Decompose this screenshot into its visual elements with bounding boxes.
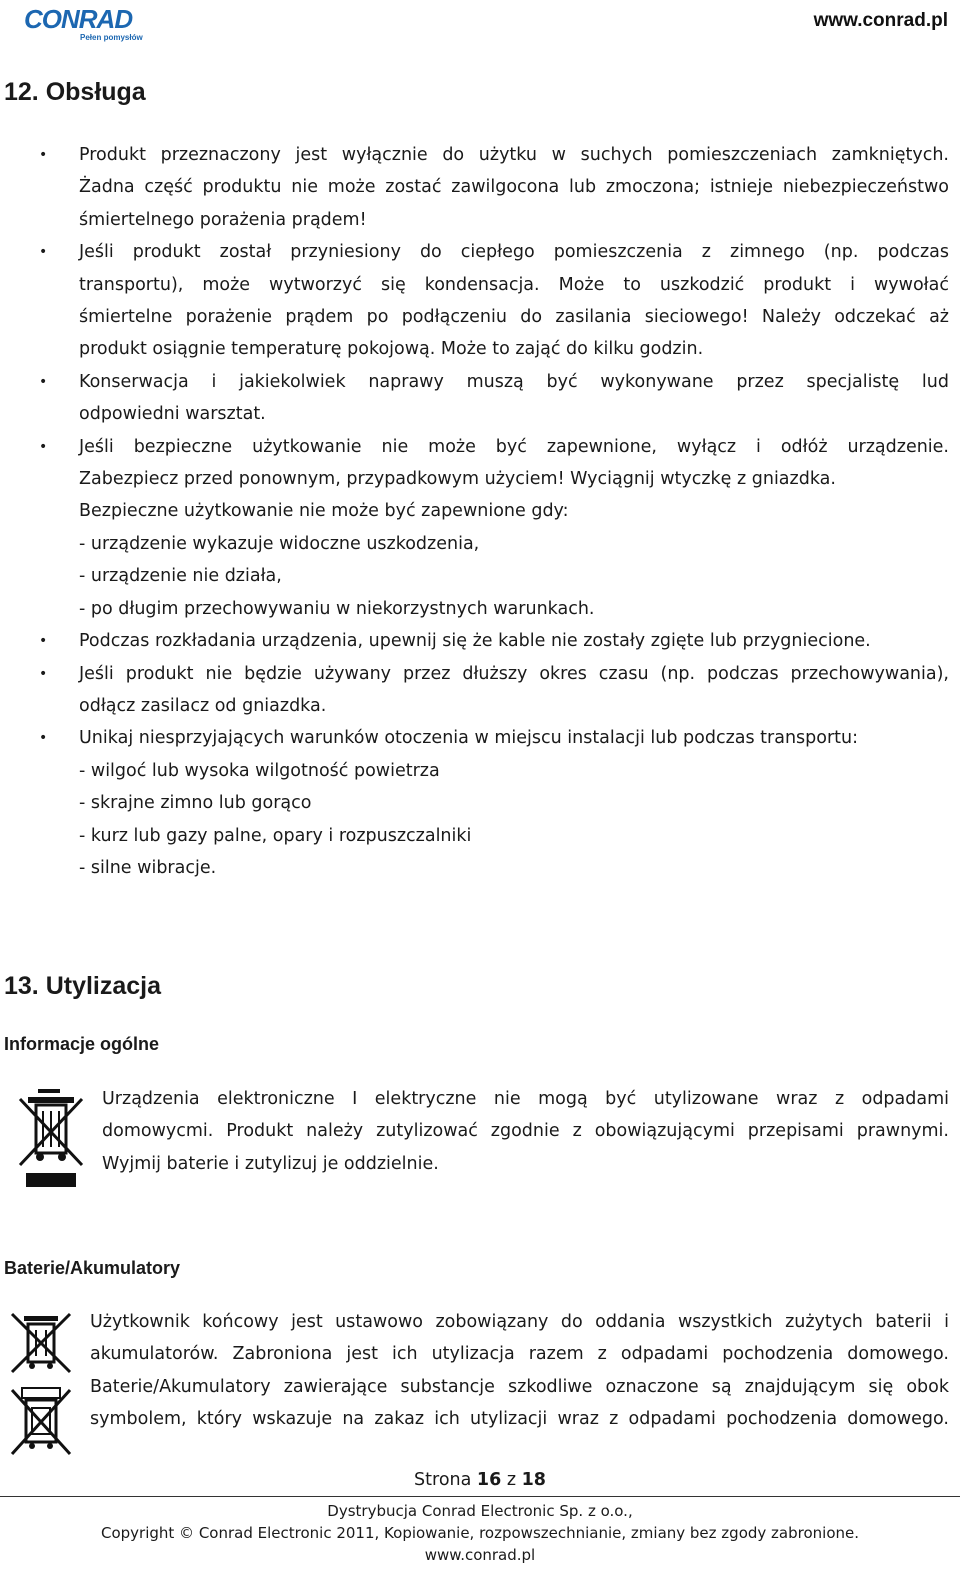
- text-line: śmiertelnego porażenia prądem!: [79, 209, 367, 230]
- text-line: akumulatorów. Zabroniona jest ich utylizacja razem z odpadami pochodzenia domowego.: [90, 1344, 949, 1365]
- logo-tagline: Pełen pomysłów: [80, 33, 143, 42]
- text-line: Baterie/Akumulatory zawierające substancje szkodliwe oznaczone są znajdującym się obok: [90, 1376, 949, 1397]
- text-line: odłącz zasilacz od gniazdka.: [79, 695, 327, 716]
- page-current: 16: [476, 1470, 502, 1490]
- list-item: [0, 366, 949, 431]
- list-item: [0, 431, 949, 625]
- bullet-icon: •: [39, 730, 48, 747]
- text-line: Produkt przeznaczony jest wyłącznie do użytku w suchych pomieszczeniach zamkniętych.: [79, 145, 949, 165]
- text-line: - po długim przechowywaniu w niekorzystnych warunkach.: [79, 598, 595, 619]
- text-line: Bezpieczne użytkowanie nie może być zapewnione gdy:: [79, 501, 569, 522]
- page-header: [0, 0, 960, 48]
- usage-bullet-list: [0, 139, 949, 884]
- text-line: symbolem, który wskazuje na zakaz ich utylizacji wraz z odpadami pochodzenia domowego.: [90, 1409, 949, 1430]
- list-item: [0, 236, 949, 366]
- text-line: Urządzenia elektroniczne I elektryczne nie mogą być utylizowane wraz z odpadami: [102, 1089, 949, 1109]
- page-footer: [0, 1500, 960, 1566]
- text-line: Wyjmij baterie i zutylizuj je oddzielnie.: [102, 1153, 439, 1174]
- page-number: [0, 1470, 960, 1490]
- text-line: - kurz lub gazy palne, opary i rozpuszczalniki: [79, 825, 472, 846]
- bullet-icon: •: [39, 633, 48, 650]
- page-total: 18: [521, 1470, 546, 1490]
- text-line: Konserwacja i jakiekolwiek naprawy muszą być wykonywane przez specjalistę lud: [79, 371, 949, 392]
- general-info-text: [102, 1083, 949, 1180]
- list-item: [0, 139, 949, 236]
- list-item: [0, 658, 949, 723]
- list-item: [0, 722, 949, 884]
- crossed-out-wheelie-bin-icon: [16, 1085, 86, 1189]
- text-line: - urządzenie wykazuje widoczne uszkodzenia,: [79, 533, 480, 554]
- bullet-icon: •: [39, 373, 48, 390]
- text-line: - skrajne zimno lub gorąco: [79, 793, 312, 814]
- crossed-out-battery-bin-icon: [8, 1382, 74, 1458]
- footer-divider: [0, 1496, 960, 1497]
- text-line: Podczas rozkładania urządzenia, upewnij się że kable nie zostały zgięte lub przygniecione.: [79, 631, 871, 652]
- conrad-logo: [24, 4, 144, 44]
- bullet-icon: •: [39, 438, 48, 455]
- text-line: Żadna część produktu nie może zostać zawilgocona lub zmoczona; istnieje niebezpieczeństwo: [79, 177, 949, 198]
- general-info-heading: Informacje ogólne: [4, 1034, 160, 1054]
- text-line: - silne wibracje.: [79, 857, 217, 878]
- text-line: Zabezpiecz przed ponownym, przypadkowym użyciem! Wyciągnij wtyczkę z gniazdka.: [79, 469, 836, 490]
- batteries-text: [90, 1306, 949, 1436]
- bullet-icon: •: [39, 665, 48, 682]
- section-13-title: 13. Utylizacja: [4, 972, 162, 1000]
- crossed-out-wheelie-bin-icon: [8, 1310, 74, 1376]
- batteries-heading: Baterie/Akumulatory: [4, 1258, 181, 1278]
- text-line: transportu), może wytworzyć się kondensacja. Może to uszkodzić produkt i wywołać: [79, 274, 949, 295]
- text-line: Użytkownik końcowy jest ustawowo zobowiązany do oddania wszystkich zużytych baterii i: [90, 1312, 949, 1332]
- text-line: Jeśli produkt został przyniesiony do ciepłego pomieszczenia z zimnego (np. podczas: [79, 242, 949, 263]
- text-line: - wilgoć lub wysoka wilgotność powietrza: [79, 760, 440, 781]
- page-separator: z: [501, 1470, 522, 1490]
- text-line: domowycmi. Produkt należy zutylizować zgodnie z obowiązującymi przepisami prawnymi.: [102, 1121, 949, 1142]
- text-line: - urządzenie nie działa,: [79, 566, 282, 587]
- bullet-icon: •: [39, 244, 48, 261]
- text-line: Jeśli bezpieczne użytkowanie nie może być zapewnione, wyłącz i odłóż urządzenie.: [79, 436, 949, 457]
- text-line: odpowiedni warsztat.: [79, 404, 266, 425]
- text-line: produkt osiągnie temperaturę pokojową. Może to zająć do kilku godzin.: [79, 339, 704, 360]
- text-line: Jeśli produkt nie będzie używany przez dłuższy okres czasu (np. podczas przechowywania),: [79, 663, 949, 684]
- list-item: [0, 625, 949, 657]
- header-url[interactable]: www.conrad.pl: [813, 10, 948, 31]
- footer-distributor: Dystrybucja Conrad Electronic Sp. z o.o.,: [327, 1502, 633, 1520]
- footer-url[interactable]: www.conrad.pl: [424, 1546, 536, 1564]
- text-line: Unikaj niesprzyjających warunków otoczenia w miejscu instalacji lub podczas transportu:: [79, 728, 859, 749]
- footer-copyright: Copyright © Conrad Electronic 2011, Kopiowanie, rozpowszechnianie, zmiany bez zgody zabronione.: [101, 1524, 859, 1542]
- text-line: śmiertelne porażenie prądem po podłączeniu do zasilania sieciowego! Należy odczekać aż: [79, 307, 949, 328]
- bullet-icon: •: [39, 147, 48, 163]
- logo-text: CONRAD: [24, 4, 133, 34]
- section-12-title: 12. Obsługa: [4, 78, 146, 106]
- page-prefix: Strona: [414, 1470, 477, 1490]
